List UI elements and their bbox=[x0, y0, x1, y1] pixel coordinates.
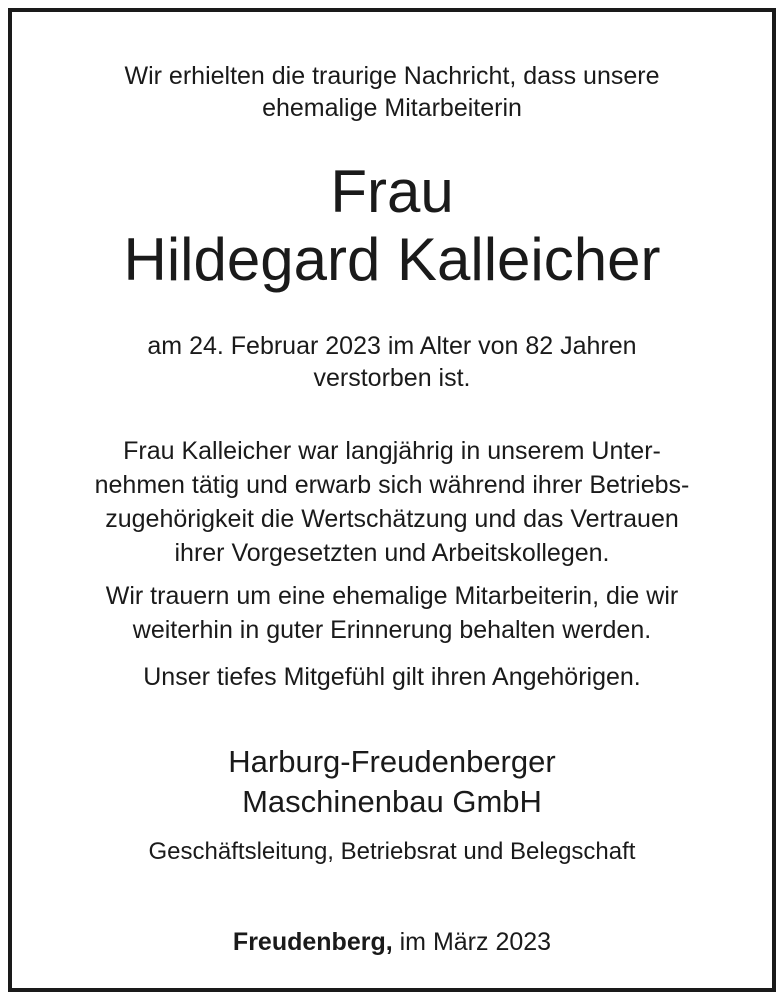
death-info bbox=[24, 330, 760, 394]
sympathy-line: Unser tiefes Mitgefühl gilt ihren Angehörigen. bbox=[143, 663, 641, 691]
notice-border bbox=[8, 8, 776, 992]
dateline-date: im März 2023 bbox=[392, 928, 552, 956]
tribute-line: zugehörigkeit die Wertschätzung und das Vertrauen bbox=[105, 505, 679, 533]
groups-line: Geschäftsleitung, Betriebsrat und Belegschaft bbox=[148, 838, 636, 865]
company-line: Maschinenbau GmbH bbox=[242, 784, 542, 819]
name-title: Frau bbox=[330, 158, 454, 225]
company-line: Harburg-Freudenberger bbox=[228, 744, 556, 779]
dateline-line bbox=[24, 926, 760, 958]
name-full: Hildegard Kalleicher bbox=[123, 226, 661, 293]
dateline-place: Freudenberg, bbox=[232, 928, 393, 956]
tribute-line: nehmen tätig und erwarb sich während ihrer Betriebs- bbox=[94, 471, 690, 499]
intro-text bbox=[24, 60, 760, 124]
mourning-paragraph bbox=[24, 579, 760, 647]
signatory-groups bbox=[24, 836, 760, 868]
mourning-line: weiterhin in guter Erinnerung behalten werden. bbox=[132, 616, 652, 644]
dateline bbox=[24, 926, 760, 958]
tribute-line: ihrer Vorgesetzten und Arbeitskollegen. bbox=[174, 539, 610, 567]
tribute-paragraph bbox=[24, 434, 760, 570]
sympathy-text bbox=[24, 660, 760, 694]
intro-line: Wir erhielten die traurige Nachricht, dass unsere bbox=[124, 62, 660, 90]
death-line: am 24. Februar 2023 im Alter von 82 Jahren bbox=[147, 332, 637, 360]
intro-line: ehemalige Mitarbeiterin bbox=[262, 94, 522, 122]
mourning-line: Wir trauern um eine ehemalige Mitarbeiterin, die wir bbox=[105, 582, 679, 610]
tribute-line: Frau Kalleicher war langjährig in unserem Unter- bbox=[123, 437, 661, 465]
death-line: verstorben ist. bbox=[313, 364, 471, 392]
company-name bbox=[24, 742, 760, 822]
deceased-name bbox=[24, 158, 760, 294]
